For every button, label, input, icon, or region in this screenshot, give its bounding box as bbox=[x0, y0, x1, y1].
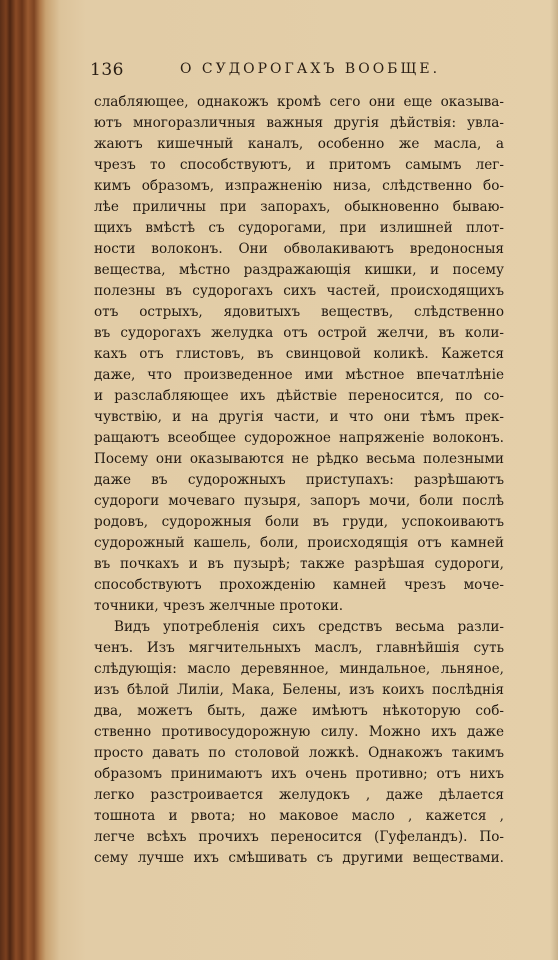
text-line: полезны въ судорогахъ сихъ частей, происходящихъ bbox=[94, 283, 504, 299]
text-line: въ почкахъ и въ пузырѣ; также разрѣшая судороги, bbox=[94, 556, 504, 572]
text-line: кахъ отъ глистовъ, въ свинцовой коликѣ. Кажется bbox=[94, 346, 504, 362]
text-line: способствуютъ прохожденію камней чрезъ моче- bbox=[94, 577, 504, 593]
text-line: два, можетъ быть, даже имѣютъ нѣкоторую соб- bbox=[94, 703, 504, 719]
text-line: тошнота и рвота; но маковое масло , кажется , bbox=[94, 808, 504, 824]
text-line: вещества, мѣстно раздражающія кишки, и посему bbox=[94, 262, 504, 278]
text-line: ращаютъ всеобщее судорожное напряженіе волоконъ. bbox=[94, 430, 504, 446]
text-line: ственно противосудорожную силу. Можно ихъ даже bbox=[94, 724, 504, 740]
page-edge bbox=[550, 0, 558, 960]
text-line: чувствію, и на другія части, и что они тѣмъ прек- bbox=[94, 409, 504, 425]
text-line: жаютъ кишечный каналъ, особенно же масла, а bbox=[94, 136, 504, 152]
page-header bbox=[90, 60, 500, 84]
text-line: слабляющее, однакожъ кромѣ сего они еще оказыва- bbox=[94, 94, 504, 110]
text-line: даже въ судорожныхъ приступахъ: разрѣшаютъ bbox=[94, 472, 504, 488]
text-line: судорожный кашель, боли, происходящія отъ камней bbox=[94, 535, 504, 551]
text-line: слѣдующія: масло деревянное, миндальное, льняное, bbox=[94, 661, 504, 677]
book-binding bbox=[0, 0, 46, 960]
running-head: О СУДОРОГАХЪ ВООБЩЕ. bbox=[180, 61, 441, 77]
text-line: точники, чрезъ желчные протоки. bbox=[94, 598, 344, 614]
text-line: изъ бѣлой Лиліи, Мака, Белены, изъ коихъ послѣднія bbox=[94, 682, 504, 698]
text-line: легко разстроивается желудокъ , даже дѣлается bbox=[94, 787, 504, 803]
text-line: легче всѣхъ прочихъ переносится (Гуфеландъ). По- bbox=[94, 829, 504, 845]
paragraph-2 bbox=[94, 617, 504, 869]
text-line: лѣе приличны при запорахъ, обыкновенно бываю- bbox=[94, 199, 504, 215]
text-line: Посему они оказываются не рѣдко весьма полезными bbox=[94, 451, 504, 467]
text-line: просто давать по столовой ложкѣ. Однакожъ такимъ bbox=[94, 745, 504, 761]
paragraph-1 bbox=[94, 92, 504, 617]
text-line: родовъ, судорожныя боли въ груди, успокоиваютъ bbox=[94, 514, 504, 530]
body-text bbox=[94, 92, 504, 869]
text-line: чрезъ то способствуютъ, и притомъ самымъ лег- bbox=[94, 157, 504, 173]
text-line: кимъ образомъ, изпражненію низа, слѣдственно бо- bbox=[94, 178, 504, 194]
text-line: Видъ употребленія сихъ средствъ весьма разли- bbox=[114, 619, 504, 635]
text-line: образомъ принимаютъ ихъ очень противно; отъ нихъ bbox=[94, 766, 504, 782]
text-line: въ судорогахъ желудка отъ острой желчи, въ коли- bbox=[94, 325, 504, 341]
text-line: ченъ. Изъ мягчительныхъ маслъ, главнѣйшія суть bbox=[94, 640, 504, 656]
text-line: и разслабляющее ихъ дѣйствіе переносится, по со- bbox=[94, 388, 504, 404]
text-line: сему лучше ихъ смѣшивать съ другими веществами. bbox=[94, 850, 504, 866]
page-number: 136 bbox=[90, 60, 124, 80]
text-line: щихъ вмѣстѣ съ судорогами, при излишней плот- bbox=[94, 220, 504, 236]
text-line: судороги мочеваго пузыря, запоръ мочи, боли послѣ bbox=[94, 493, 504, 509]
text-line: ности волоконъ. Они обволакиваютъ вредоносныя bbox=[94, 241, 504, 257]
text-line: даже, что произведенное ими мѣстное впечатлѣніе bbox=[94, 367, 504, 383]
text-line: ютъ многоразличныя важныя другія дѣйствія: увла- bbox=[94, 115, 504, 131]
text-line: отъ острыхъ, ядовитыхъ веществъ, слѣдственно bbox=[94, 304, 504, 320]
